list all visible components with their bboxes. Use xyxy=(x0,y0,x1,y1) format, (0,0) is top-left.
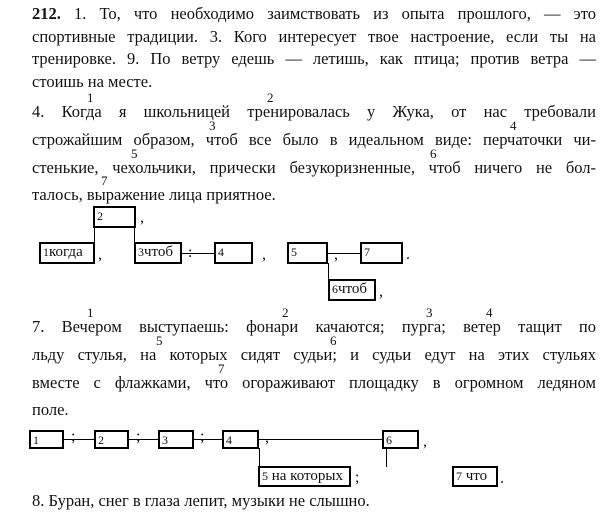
clause-box-1: $^1$когда xyxy=(39,242,95,264)
clause-mark: 2 xyxy=(267,90,274,105)
clause-mark: 6 xyxy=(330,333,337,348)
clause-box-6: $^6$чтоб xyxy=(328,279,376,301)
clause-box-4: 4 xyxy=(214,242,253,264)
clause-box-5: 5 xyxy=(287,242,328,264)
clause-box-4: 4 xyxy=(222,430,259,449)
clause-mark: 6 xyxy=(430,146,437,161)
clause-mark: 7 xyxy=(101,173,108,188)
paragraph-4: 8. Буран, снег в глаза лепит, музыки не слышно. xyxy=(32,491,370,510)
clause-box-2: 2 xyxy=(94,430,129,449)
clause-mark: 7 xyxy=(218,361,225,376)
clause-mark: 1 xyxy=(87,90,94,105)
clause-box-5: $^5$ на которых xyxy=(258,466,351,487)
clause-box-7: 7 xyxy=(360,242,403,264)
clause-box-3: $^3$чтоб xyxy=(134,242,182,264)
clause-mark: 4 xyxy=(510,118,517,133)
clause-mark: 5 xyxy=(156,333,163,348)
clause-box-1: 1 xyxy=(29,430,64,449)
clause-box-3: 3 xyxy=(158,430,194,449)
clause-mark: 5 xyxy=(131,146,138,161)
exercise-number: 212. xyxy=(32,4,61,23)
clause-mark: 4 xyxy=(486,305,493,320)
clause-mark: 2 xyxy=(282,305,289,320)
clause-mark: 3 xyxy=(426,305,433,320)
clause-box-7: $^7$ что xyxy=(452,466,498,487)
clause-mark: 1 xyxy=(87,305,94,320)
clause-mark: 3 xyxy=(209,118,216,133)
clause-box-6: 6 xyxy=(382,430,419,449)
clause-box-2: 2 xyxy=(93,206,136,228)
